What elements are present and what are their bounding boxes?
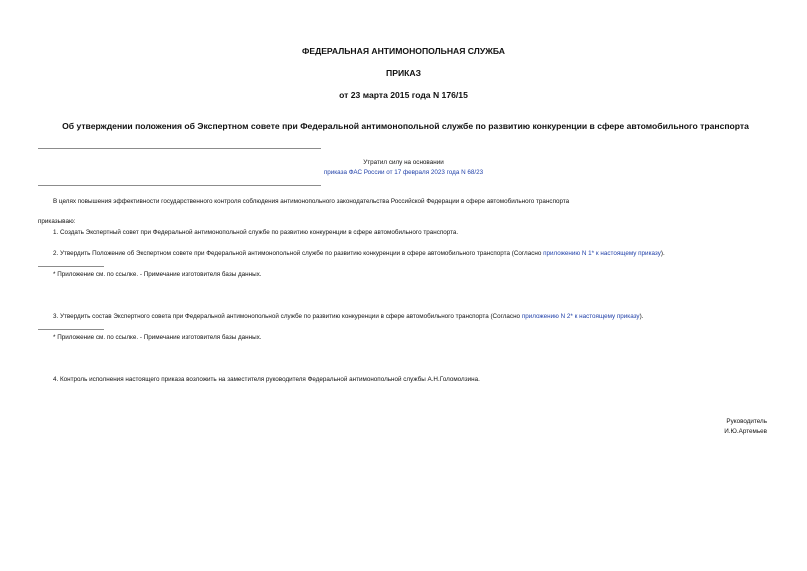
date-number-heading: от 23 марта 2015 года N 176/15	[339, 90, 468, 100]
item-3	[53, 313, 643, 321]
repeal-order-link[interactable]: приказа ФАС России от 17 февраля 2023 года N 68/23	[323, 169, 484, 176]
signature-name: И.Ю.Артемьев	[724, 428, 767, 435]
preamble-text: В целях повышения эффективности государственного контроля соблюдения антимонопольного законодательства Российской Федерации в сфере автомобильного транспорта	[53, 198, 570, 205]
footnote-2: * Приложение см. по ссылке. - Примечание изготовителя базы данных.	[53, 334, 262, 341]
status-top-rule	[38, 148, 321, 149]
appendix-1-link[interactable]: приложению N 1* к настоящему приказу	[543, 250, 661, 257]
item-2-end: ).	[660, 250, 665, 257]
item-3-end: ).	[639, 313, 644, 320]
item-4: 4. Контроль исполнения настоящего приказа возложить на заместителя руководителя Федеральной антимонопольной службы А.Н.Голомолзина.	[53, 376, 480, 383]
item-1: 1. Создать Экспертный совет при Федеральной антимонопольной службе по развитию конкуренции в сфере автомобильного транспорта.	[53, 229, 459, 236]
footnote-1: * Приложение см. по ссылке. - Примечание изготовителя базы данных.	[53, 271, 262, 278]
status-line: Утратил силу на основании	[363, 159, 444, 166]
item-2-text: 2. Утвердить Положение об Экспертном совете при Федеральной антимонопольной службе по развитию конкуренции в сфере автомобильного транспорта (Согласно	[53, 250, 544, 257]
document-title: Об утверждении положения об Экспертном совете при Федеральной антимонопольной службе по развитию конкуренции в сфере автомобильного транспорта	[62, 121, 749, 131]
doc-type-heading: ПРИКАЗ	[386, 68, 421, 78]
signature-position: Руководитель	[726, 418, 767, 425]
appendix-2-link[interactable]: приложению N 2* к настоящему приказу	[521, 313, 640, 320]
agency-heading: ФЕДЕРАЛЬНАЯ АНТИМОНОПОЛЬНАЯ СЛУЖБА	[302, 46, 505, 56]
status-bottom-rule	[38, 185, 321, 186]
footnote-2-rule	[38, 329, 104, 330]
footnote-1-rule	[38, 266, 104, 267]
item-3-text: 3. Утвердить состав Экспертного совета при Федеральной антимонопольной службе по развитию конкуренции в сфере автомобильного транспорта (Согласно	[53, 313, 522, 320]
item-2	[53, 250, 665, 258]
order-word: приказываю:	[38, 218, 76, 225]
